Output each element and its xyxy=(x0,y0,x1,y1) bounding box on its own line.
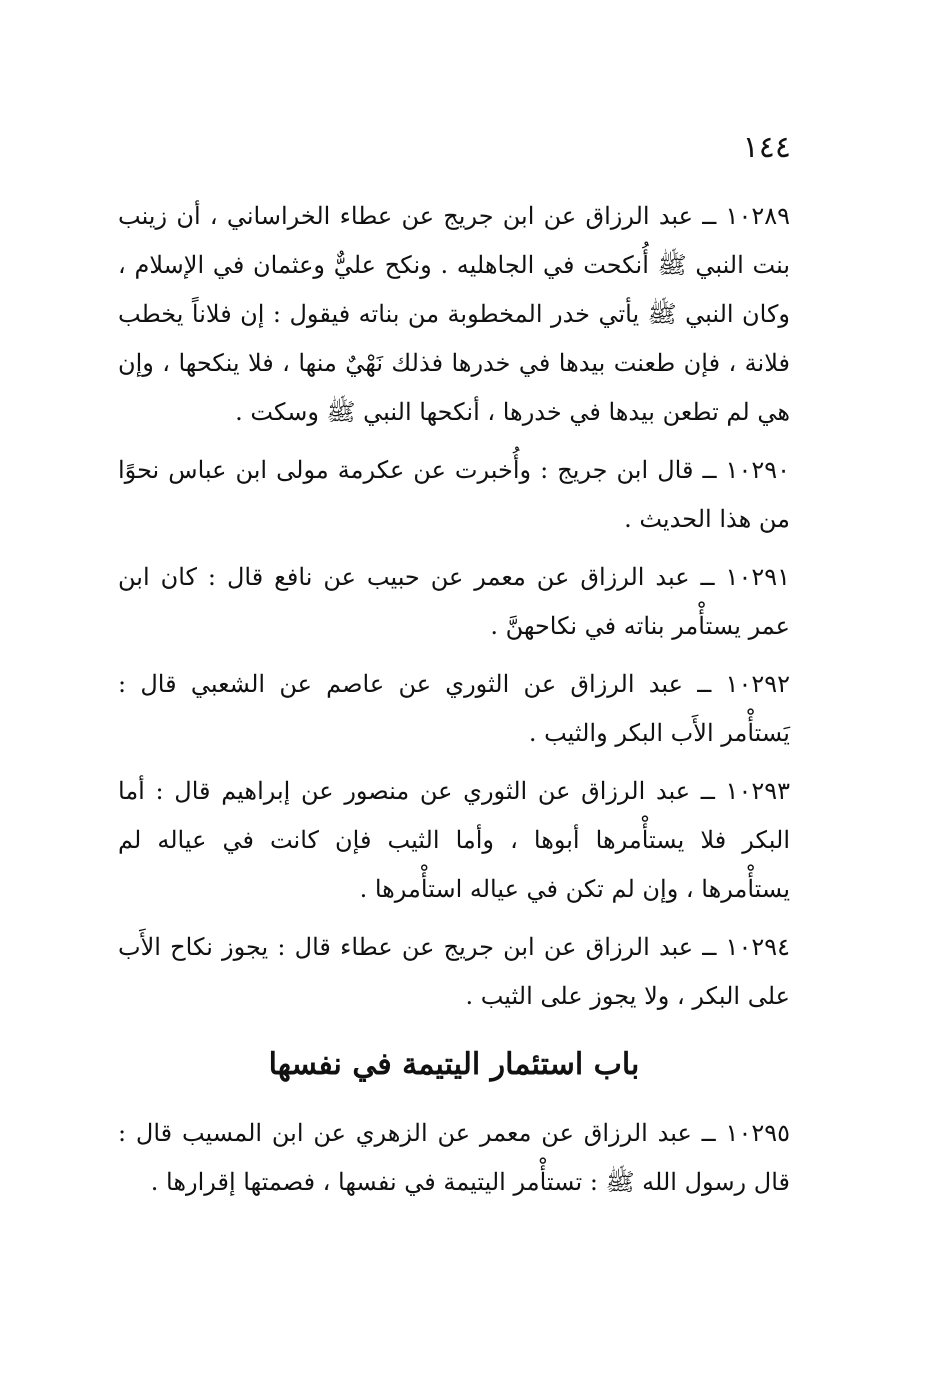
page-body xyxy=(118,192,790,1216)
page-number: ١٤٤ xyxy=(742,130,791,165)
hadith-10289: ١٠٢٨٩ ــ عبد الرزاق عن ابن جريج عن عطاء الخراساني ، أن زينب بنت النبي ﷺ أُنكحت في الجاهليه . ونكح عليٌّ وعثمان في الإسلام ، وكان النبي ﷺ يأتي خدر المخطوبة من بناته فيقول : إن فلاناً يخطب فلانة ، فإن طعنت بيدها في خدرها فذلك نَهْيٌ منها ، فلا ينكحها ، وإن هي لم تطعن بيدها في خدرها ، أنكحها النبي ﷺ وسكت . xyxy=(118,202,790,426)
hadith-10295: ١٠٢٩٥ ــ عبد الرزاق عن معمر عن الزهري عن ابن المسيب قال : قال رسول الله ﷺ : تستأْمر اليتيمة في نفسها ، فصمتها إقرارها . xyxy=(118,1119,790,1196)
section-heading: باب استئمار اليتيمة في نفسها xyxy=(268,1047,640,1082)
hadith-10290: ١٠٢٩٠ ــ قال ابن جريج : وأُخبرت عن عكرمة مولى ابن عباس نحوًا من هذا الحديث . xyxy=(118,456,790,533)
hadith-10291: ١٠٢٩١ ــ عبد الرزاق عن معمر عن حبيب عن نافع قال : كان ابن عمر يستأْمر بناته في نكاحهنَّ . xyxy=(118,563,790,640)
hadith-10292: ١٠٢٩٢ ــ عبد الرزاق عن الثوري عن عاصم عن الشعبي قال : يَستأْمر الأَب البكر والثيب . xyxy=(118,670,790,747)
hadith-10294: ١٠٢٩٤ ــ عبد الرزاق عن ابن جريج عن عطاء قال : يجوز نكاح الأَب على البكر ، ولا يجوز على الثيب . xyxy=(118,933,790,1010)
hadith-10293: ١٠٢٩٣ ــ عبد الرزاق عن الثوري عن منصور عن إبراهيم قال : أما البكر فلا يستأْمرها أبوها ، وأما الثيب فإن كانت في عياله لم يستأْمرها ، وإن لم تكن في عياله استأْمرها . xyxy=(118,777,790,903)
